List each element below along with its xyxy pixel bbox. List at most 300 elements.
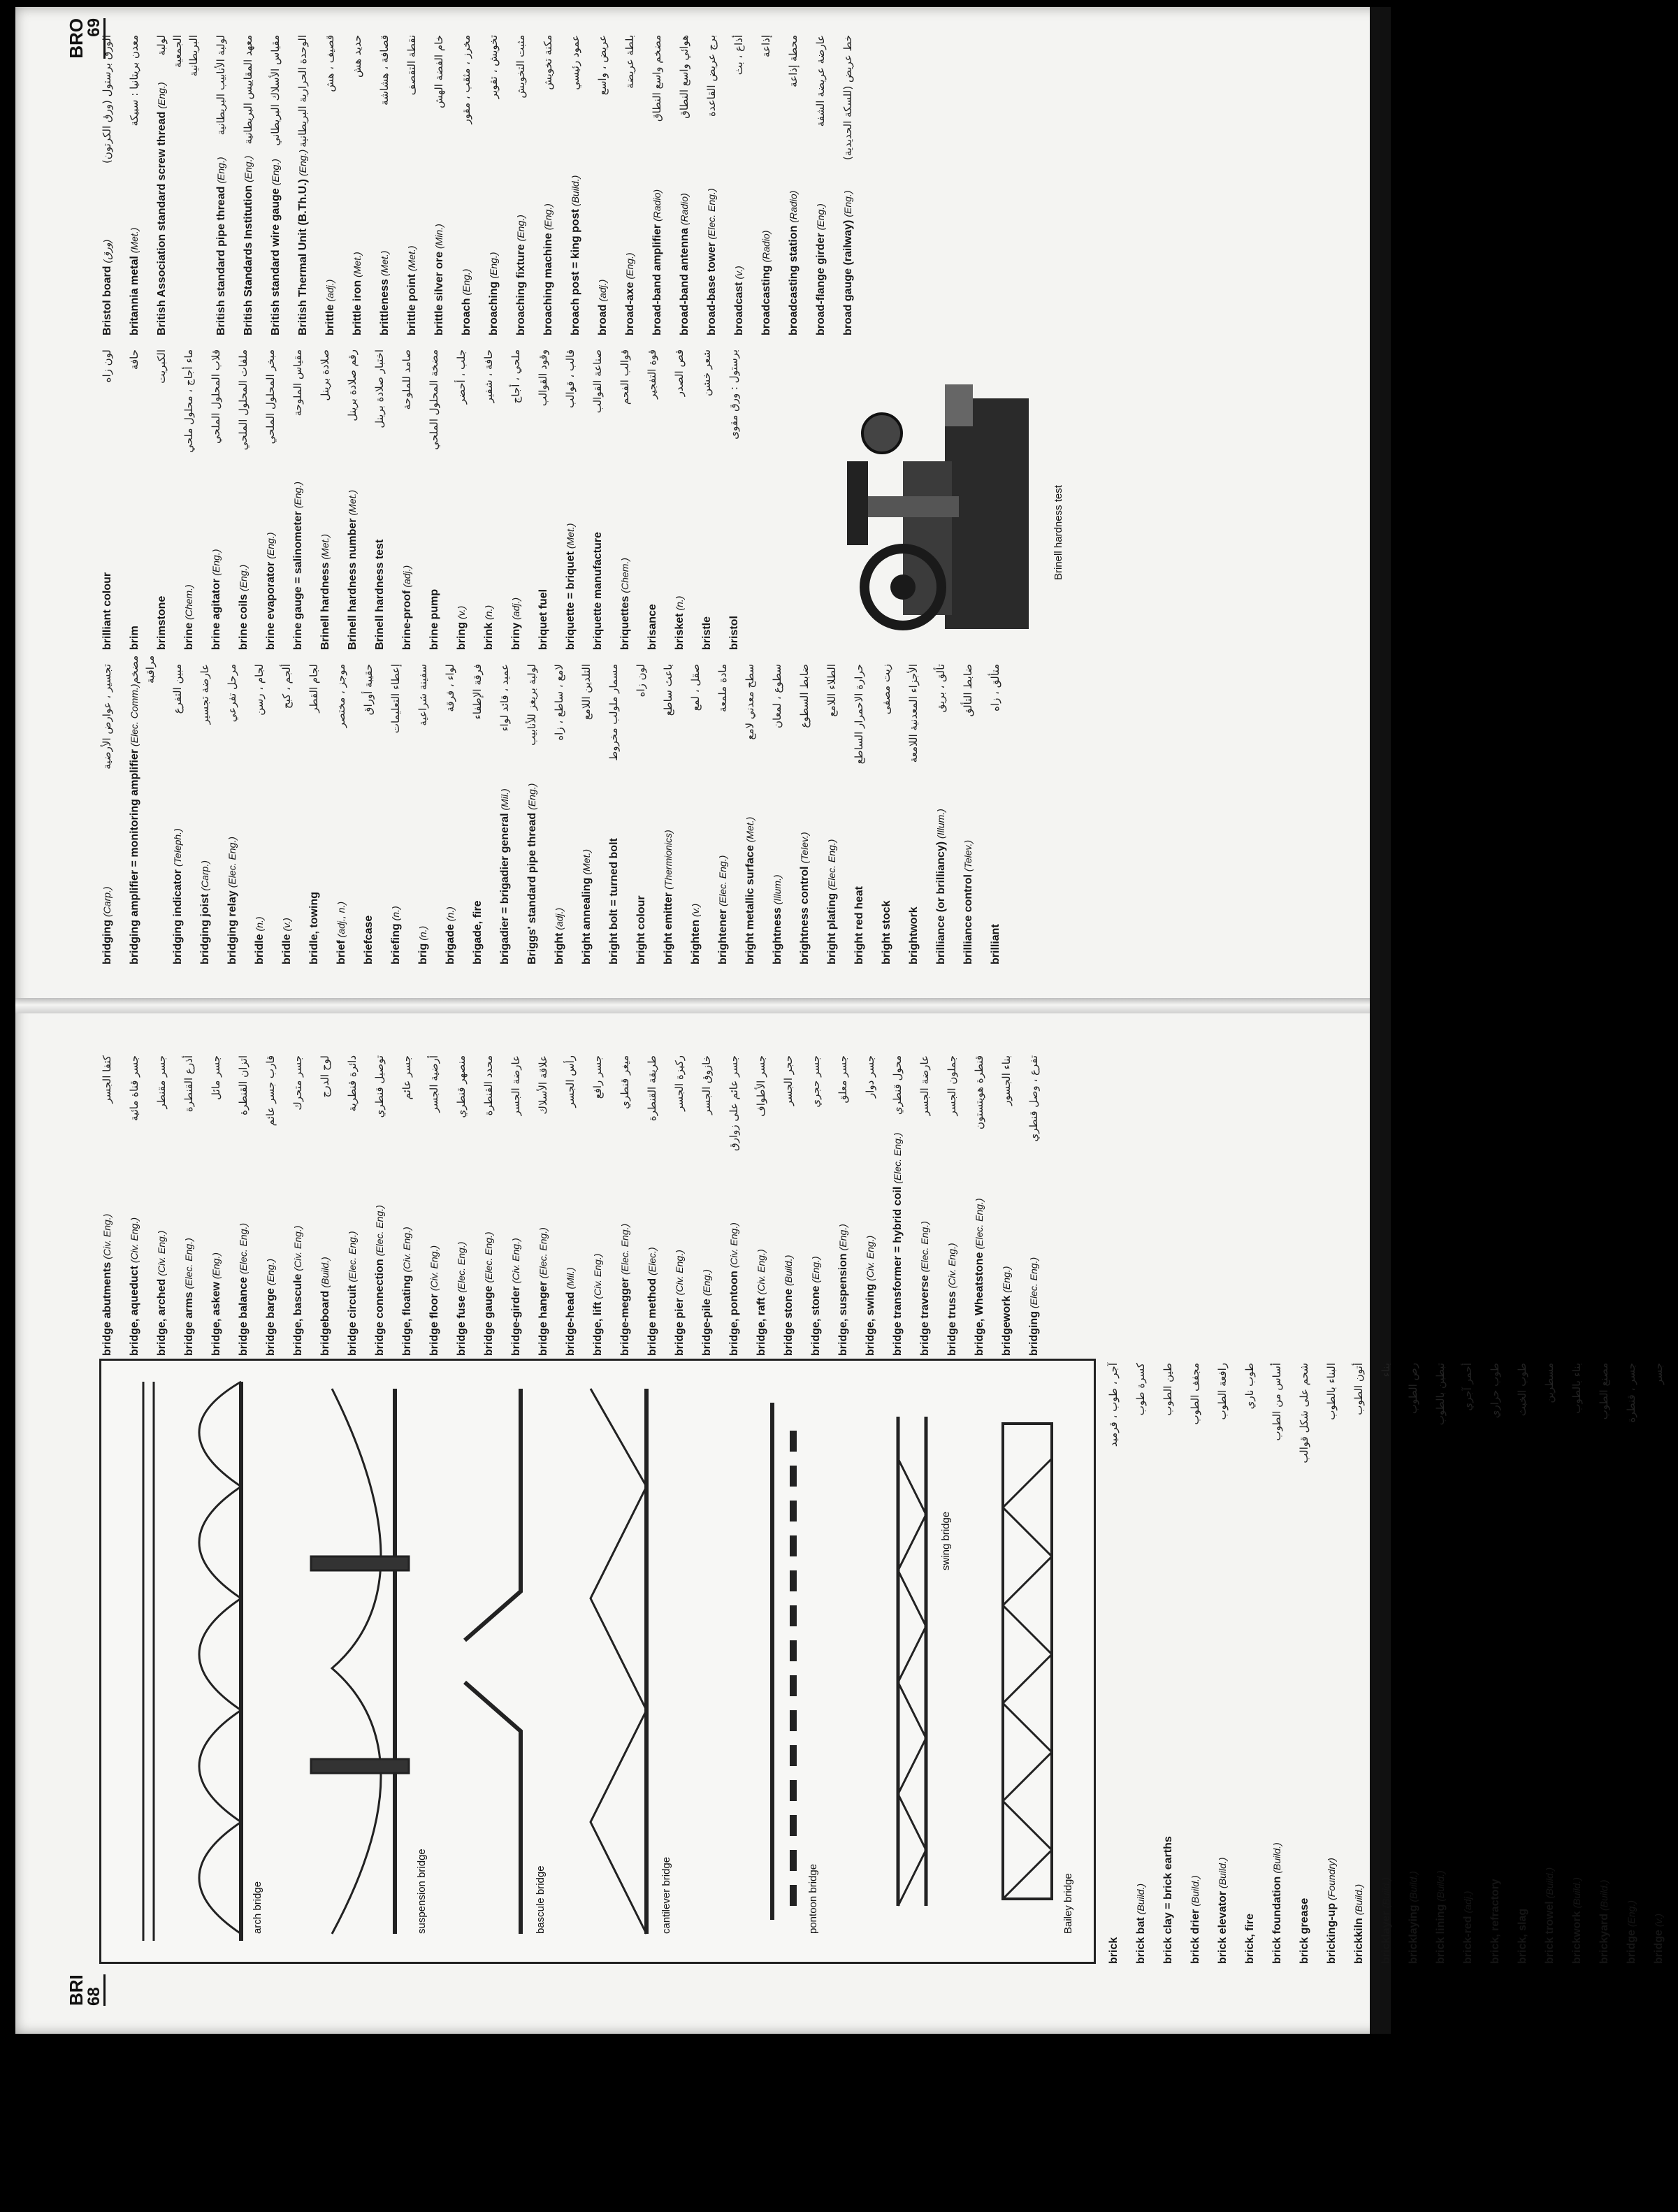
entry-term: [649, 189, 665, 335]
entry-headword: brine coils: [238, 593, 249, 650]
entry-field-label: (Met.): [379, 250, 390, 277]
entry-arabic-translation: قلاب المحلول الملحي: [210, 349, 222, 444]
dictionary-entry: [349, 35, 366, 335]
figure-label-cantilever: cantilever bridge: [660, 1856, 672, 1934]
entry-field-label: (Met.): [744, 816, 755, 843]
entry-headword: bristle: [701, 616, 713, 650]
entry-arabic-translation: أتون الطوب: [1352, 1363, 1365, 1415]
entry-headword: bridge, raft: [755, 1297, 767, 1356]
entry-headword: bridging amplifier = monitoring amplifier: [129, 749, 140, 964]
dictionary-entry: [813, 35, 829, 335]
entry-term: [415, 926, 431, 964]
entry-headword: brickwork: [1571, 1911, 1583, 1964]
entry-term: [306, 889, 322, 964]
dictionary-entry: [508, 349, 524, 650]
entry-term: [917, 1221, 933, 1356]
dictionary-entry: [944, 1055, 960, 1356]
dictionary-entry: [971, 1055, 988, 1356]
entry-term: [181, 1238, 197, 1356]
dictionary-entry: [263, 1055, 279, 1356]
dictionary-entry: [1542, 1363, 1558, 1964]
dictionary-entry: [486, 35, 502, 335]
entry-term: [540, 203, 556, 335]
entry-arabic-translation: ضابط السطوع: [798, 664, 811, 728]
entry-headword: broad-axe: [624, 282, 636, 335]
figure-label-arch: arch bridge: [252, 1881, 263, 1934]
entry-field-label: (Civ. Eng.): [129, 1217, 140, 1264]
entry-term: [1242, 1911, 1258, 1964]
column-right-inner: [99, 655, 1015, 964]
entry-headword: britannia metal: [129, 256, 140, 335]
dictionary-entry: [726, 349, 742, 650]
entry-term: [1569, 1877, 1585, 1964]
entry-term: [263, 533, 279, 650]
entry-field-label: (v.): [690, 903, 701, 917]
dictionary-entry: [361, 664, 377, 964]
entry-headword: Briggs' standard pipe thread: [526, 812, 538, 964]
dictionary-entry: [890, 1055, 906, 1356]
entry-field-label: (Build.): [1435, 1870, 1446, 1902]
entry-term: [236, 1223, 252, 1356]
entry-headword: brightness: [772, 907, 783, 964]
entry-term: [1514, 1906, 1531, 1964]
entry-field-label: (Eng.): [526, 783, 537, 810]
entry-headword: bridge balance: [238, 1277, 249, 1356]
entry-field-label: (Telev.): [962, 839, 974, 872]
entry-headword: broadcasting station: [788, 225, 800, 335]
entry-term: [481, 1231, 497, 1356]
entry-headword: brig: [417, 943, 429, 964]
entry-term: [808, 1256, 824, 1356]
entry-headword: bridge circuit: [347, 1285, 359, 1356]
entry-arabic-translation: أرضية الجسر: [428, 1055, 440, 1113]
entry-arabic-translation: جسر متحرك: [291, 1055, 304, 1111]
entry-arabic-translation: مجفف الطوب: [1189, 1363, 1201, 1425]
dictionary-entry: [567, 35, 584, 335]
entry-field-label: (Build.): [1353, 1884, 1364, 1916]
entry-arabic-translation: محول قنطري: [891, 1055, 904, 1115]
entry-term: [840, 191, 856, 336]
dictionary-entry: [470, 664, 486, 964]
entry-term: [213, 157, 229, 336]
dictionary-entry: [672, 1055, 688, 1356]
dictionary-entry: [758, 35, 774, 335]
entry-headword: brick clay = brick earths: [1162, 1836, 1174, 1964]
entry-term: [595, 280, 611, 335]
dictionary-entry: [960, 664, 976, 964]
entry-field-label: (Eng.): [461, 268, 472, 296]
dictionary-entry: [317, 1055, 333, 1356]
entry-arabic-translation: رأس الجسر: [564, 1055, 577, 1108]
entry-arabic-translation: رافعة الطوب: [1216, 1363, 1229, 1420]
entry-term: [563, 523, 579, 650]
dictionary-entry: [431, 35, 447, 335]
entry-arabic-translation: جسر عائم على زوارق: [728, 1055, 740, 1151]
entry-headword: bright: [554, 932, 565, 964]
entry-arabic-translation: قارب جسر عائم: [264, 1055, 277, 1127]
entry-term: [758, 231, 774, 335]
entry-headword: brilliance (or brilliancy): [935, 841, 947, 964]
entry-arabic-translation: مضخم مراقبة: [128, 655, 157, 684]
entry-arabic-translation: قوالب الفحم: [619, 349, 631, 405]
dictionary-entry: [154, 1055, 170, 1356]
entry-term: [99, 1214, 115, 1356]
entry-field-label: (Eng.): [1001, 1266, 1012, 1293]
entry-arabic-translation: تألق ، بريق: [934, 664, 947, 713]
entry-arabic-translation: صامد للملوحة: [400, 349, 413, 410]
entry-headword: brilliant: [990, 924, 1001, 964]
entry-term: [486, 252, 502, 335]
dictionary-entry: [399, 349, 415, 650]
entry-term: [470, 897, 486, 964]
entry-field-label: (Build.): [1544, 1867, 1555, 1899]
entry-term: [617, 1224, 633, 1356]
entry-arabic-translation: جسر مائل: [210, 1055, 222, 1100]
dictionary-entry: [224, 664, 240, 964]
entry-field-label: (n.): [674, 595, 685, 611]
dictionary-entry: [99, 35, 115, 335]
entry-field-label: (Elec. Comm.): [129, 684, 140, 746]
entry-field-label: (Elec. Eng.): [706, 188, 717, 240]
entry-field-label: (Radio): [788, 190, 799, 223]
entry-term: [862, 1236, 878, 1356]
entry-arabic-translation: لولبة الجمعية البريطانية: [155, 35, 200, 77]
entry-term: [426, 586, 442, 650]
entry-headword: bright stock: [881, 900, 892, 964]
entry-field-label: (Eng.): [515, 215, 526, 242]
entry-headword: bright red heat: [853, 885, 865, 964]
entry-field-label: (Illum.): [935, 809, 946, 839]
entry-headword: bridge arms: [183, 1292, 195, 1356]
entry-arabic-translation: جسر الأطواف: [755, 1055, 767, 1117]
entry-headword: brief: [335, 940, 347, 964]
entry-headword: Bristol board: [101, 266, 113, 335]
entry-arabic-translation: مقياس الأسلاك البريطاني: [269, 35, 282, 146]
entry-headword: bridge fuse: [456, 1295, 468, 1356]
dictionary-entry: [181, 349, 197, 650]
entry-headword: bridging: [101, 920, 113, 964]
entry-field-label: (Civ. Eng.): [946, 1243, 957, 1289]
entry-term: [208, 1252, 224, 1356]
entry-field-label: (Build.): [1571, 1877, 1582, 1909]
entry-term: [551, 908, 567, 964]
entry-term: [944, 1243, 960, 1356]
entry-field-label: (Met.): [129, 227, 140, 254]
entry-field-label: (Elec. Eng.): [374, 1205, 385, 1257]
entry-term: [317, 1257, 333, 1356]
entry-field-label: (Foundry): [1326, 1858, 1337, 1900]
dictionary-entry: [1296, 1363, 1312, 1964]
entry-arabic-translation: عارضة الجسر: [918, 1055, 931, 1116]
dictionary-entry: [699, 1055, 715, 1356]
entry-field-label: (Elec. Eng.): [717, 855, 728, 906]
entry-field-label: (adj.): [554, 907, 565, 930]
entry-arabic-translation: ميغر قنطري: [619, 1055, 631, 1109]
entry-arabic-translation: تخويش ، تقوير: [487, 35, 500, 99]
dictionary-entry: [497, 664, 513, 964]
entry-headword: brigade: [444, 924, 456, 964]
entry-term: [508, 598, 524, 650]
entry-headword: Brinell hardness: [319, 562, 331, 650]
entry-term: [513, 215, 529, 335]
entry-term: [590, 1254, 606, 1356]
entry-arabic-translation: لجام ، رسن: [253, 664, 266, 716]
dictionary-entry: [1405, 1363, 1422, 1964]
entry-headword: briquette = briquet: [565, 551, 577, 650]
entry-headword: bridge traverse: [919, 1275, 931, 1356]
entry-term: [1133, 1884, 1149, 1964]
entry-headword: bridge barge: [265, 1288, 277, 1356]
entry-headword: bridge, askew: [210, 1282, 222, 1356]
entry-arabic-translation: اتزان القنطرة: [237, 1055, 249, 1115]
entry-headword: brittle: [324, 304, 336, 335]
entry-headword: brine pump: [428, 588, 440, 650]
entry-arabic-translation: وقود القوالب: [537, 349, 549, 407]
entry-term: [535, 1227, 551, 1356]
entry-field-label: (Eng.): [488, 252, 499, 279]
entry-arabic-translation: قوة التفجير: [646, 349, 658, 399]
entry-field-label: (Build.): [1217, 1857, 1228, 1888]
dictionary-entry: [1569, 1363, 1585, 1964]
entry-arabic-translation: برستول : ورق مقوى: [728, 349, 740, 440]
dictionary-entry: [563, 1055, 579, 1356]
dictionary-entry: [154, 349, 170, 650]
entry-field-label: (n.): [483, 605, 494, 620]
dictionary-entry: [1378, 1363, 1394, 1964]
entry-arabic-translation: كسرة طوب: [1134, 1363, 1147, 1416]
entry-term: [508, 1238, 524, 1356]
entry-headword: broad-band amplifier: [651, 224, 663, 335]
entry-term: [197, 860, 213, 964]
entry-field-label: (Met.): [347, 489, 358, 516]
entry-arabic-translation: إعطاء التعليمات: [389, 664, 402, 734]
entry-arabic-translation: معدن بريتانيا : سبيكة: [128, 35, 140, 126]
dictionary-entry: [906, 664, 922, 964]
entry-arabic-translation: برج عريض القاعدة: [705, 35, 718, 117]
entry-term: [377, 251, 393, 335]
entry-term: [1487, 1876, 1503, 1964]
dictionary-entry: [851, 664, 867, 964]
entry-headword: brine agitator: [210, 578, 222, 650]
entry-arabic-translation: ماء أجاج ، محلول ملحي: [182, 349, 195, 453]
entry-arabic-translation: مقياس الملوحة: [291, 349, 304, 417]
entry-field-label: (ورق): [101, 239, 113, 263]
dictionary-entry: [1269, 1363, 1285, 1964]
header-guide-word: BRI: [66, 1974, 87, 2006]
entry-headword: bridging joist: [199, 893, 211, 964]
dictionary-entry: [399, 1055, 415, 1356]
dictionary-entry: [551, 664, 567, 964]
entry-field-label: (Build.): [319, 1257, 331, 1288]
entry-term: [726, 1222, 742, 1356]
entry-term: [240, 156, 256, 335]
entry-field-label: (Eng.): [542, 203, 554, 231]
entry-term: [851, 883, 867, 964]
entry-arabic-translation: بناء: [1380, 1363, 1392, 1378]
entry-headword: brightness control: [799, 866, 811, 964]
entry-field-label: (Elec. Eng.): [826, 839, 837, 890]
entry-term: [279, 918, 295, 964]
entry-headword: bridge hanger: [537, 1281, 549, 1356]
dictionary-entry: [508, 1055, 524, 1356]
entry-headword: briefing: [390, 923, 402, 964]
entry-field-label: (Eng.): [265, 1258, 276, 1286]
entry-term: [742, 817, 758, 964]
entry-headword: brickkiln: [1353, 1918, 1365, 1964]
entry-term: [1296, 1895, 1312, 1964]
dictionary-entry: [213, 35, 229, 335]
entry-arabic-translation: كتفا الجسر: [101, 1055, 113, 1104]
entry-arabic-translation: البناء بالطوب: [1325, 1363, 1338, 1420]
entry-arabic-translation: مبين التفرع: [171, 664, 184, 714]
entry-term: [781, 1255, 797, 1356]
dictionary-entry: [454, 1055, 470, 1356]
entry-term: [688, 904, 704, 964]
entry-term: [1651, 1914, 1667, 1964]
entry-headword: bridging: [1028, 1311, 1040, 1356]
dictionary-entry: [322, 35, 338, 335]
column-right-outer: [99, 35, 867, 335]
entry-term: [154, 1231, 170, 1356]
entry-field-label: (adj.): [597, 279, 608, 302]
entry-arabic-translation: لون زاه: [101, 349, 113, 383]
entry-term: [622, 252, 638, 335]
entry-term: [824, 839, 840, 964]
dictionary-entry: [481, 349, 497, 650]
entry-headword: bricklayer: [1380, 1911, 1392, 1964]
entry-headword: bridge truss: [946, 1291, 958, 1356]
entry-field-label: (Eng.): [210, 1252, 222, 1280]
entry-arabic-translation: زيت مصفى: [880, 664, 892, 715]
entry-headword: bridge-head: [565, 1292, 577, 1356]
entry-term: [170, 828, 186, 964]
entry-headword: brisance: [646, 604, 658, 650]
entry-term: [208, 549, 224, 650]
entry-arabic-translation: مضخة المحلول الملحي: [428, 349, 440, 450]
entry-headword: bridgeboard: [319, 1290, 331, 1356]
dictionary-entry: [1514, 1363, 1531, 1964]
entry-field-label: (Eng.): [156, 82, 167, 109]
entry-headword: broaching: [488, 281, 500, 335]
entry-term: [458, 269, 475, 335]
column-right-middle: [99, 349, 753, 650]
entry-arabic-translation: حافة: [128, 349, 140, 370]
brinell-machine-drawing: [840, 363, 1050, 657]
entry-arabic-translation: صلادة برينل: [319, 349, 331, 401]
entry-arabic-translation: تفرع ، وصل قنطري: [1027, 1055, 1040, 1142]
entry-arabic-translation: ضابط التألق: [962, 664, 974, 717]
entry-field-label: (Build.): [1380, 1877, 1391, 1909]
entry-field-label: (v.): [456, 605, 467, 619]
entry-arabic-translation: حقيبة أوراق: [362, 664, 375, 716]
dictionary-entry: [617, 349, 633, 650]
entry-arabic-translation: مسطرين: [1543, 1363, 1556, 1403]
dictionary-entry: [1623, 1363, 1640, 1964]
entry-term: [644, 601, 660, 650]
entry-term: [704, 189, 720, 336]
entry-arabic-translation: بناء الجسور: [1000, 1055, 1013, 1106]
entry-arabic-translation: رقم صلادة برينل: [346, 349, 359, 421]
entry-headword: bridge pier: [674, 1298, 686, 1356]
entry-headword: bright metallic surface: [744, 845, 756, 964]
entry-headword: bridge transformer = hybrid coil: [892, 1186, 904, 1356]
entry-term: [606, 835, 622, 964]
entry-headword: broaching machine: [542, 233, 554, 335]
entry-field-label: (Civ. Eng.): [592, 1253, 603, 1299]
dictionary-entry: [404, 35, 420, 335]
entry-arabic-translation: جسر رافع: [591, 1055, 604, 1099]
entry-headword: briny: [510, 622, 522, 650]
dictionary-entry: [126, 349, 143, 650]
entry-field-label: (Build.): [570, 175, 581, 207]
entry-field-label: (Eng.): [270, 159, 281, 186]
dictionary-entry: [1487, 1363, 1503, 1964]
entry-arabic-translation: مرحل تفرعي: [226, 664, 238, 723]
entry-arabic-translation: معهد المقاييس البريطانية: [242, 35, 254, 145]
entry-arabic-translation: طريقة القنطرة: [646, 1055, 658, 1122]
dictionary-entry: [715, 664, 731, 964]
entry-term: [1160, 1833, 1176, 1964]
entry-arabic-translation: ملحي ، أجاج: [509, 349, 522, 404]
entry-field-label: (Chem.): [619, 558, 630, 593]
entry-field-label: (n.): [390, 906, 401, 921]
entry-arabic-translation: محطة إذاعة: [787, 35, 800, 87]
entry-headword: bridge, floating: [401, 1275, 413, 1356]
entry-arabic-translation: آجر ، طوب ، قرميد: [1107, 1363, 1120, 1447]
entry-field-label: (Civ. Eng.): [755, 1249, 767, 1295]
entry-arabic-translation: دائرة قنطرية: [346, 1055, 359, 1112]
entry-headword: broad-base tower: [706, 242, 718, 335]
dictionary-entry: [268, 35, 284, 335]
dictionary-entry: [454, 349, 470, 650]
entry-term: [126, 1217, 143, 1356]
dictionary-entry: [126, 655, 159, 964]
entry-arabic-translation: نقطة التقصف: [405, 35, 418, 96]
entry-headword: brick elevator: [1217, 1891, 1229, 1964]
entry-headword: brickyard: [1598, 1913, 1610, 1964]
entry-field-label: (Eng.): [292, 482, 303, 509]
entry-term: [1542, 1867, 1558, 1964]
entry-field-label: (Civ. Eng.): [865, 1235, 876, 1281]
entry-arabic-translation: تبطين بالطوب: [1434, 1363, 1447, 1426]
entry-field-label: (Carp.): [101, 886, 113, 918]
entry-field-label: (Eng.): [810, 1256, 821, 1283]
dictionary-entry: [1215, 1363, 1231, 1964]
entry-term: [1405, 1871, 1422, 1964]
entry-term: [322, 280, 338, 335]
dictionary-entry: [1324, 1363, 1340, 1964]
entry-term: [431, 224, 447, 335]
entry-headword: brighten: [690, 920, 702, 964]
dictionary-entry: [917, 1055, 933, 1356]
dictionary-entry: [999, 1055, 1015, 1356]
entry-field-label: (adj.): [1462, 1891, 1473, 1914]
entry-term: [399, 1227, 415, 1356]
entry-term: [295, 150, 311, 335]
entry-arabic-translation: لوح الدرج: [319, 1055, 331, 1098]
dictionary-entry: [481, 1055, 497, 1356]
entry-arabic-translation: حجر الجسر: [782, 1055, 795, 1106]
entry-arabic-translation: قصيف ، هش: [324, 35, 336, 92]
entry-headword: British Standards Institution: [243, 185, 254, 335]
entry-term: [617, 558, 633, 650]
entry-headword: bridge, aqueduct: [129, 1266, 140, 1356]
entry-arabic-translation: لولبة الأنابيب البريطانية: [215, 35, 227, 136]
entry-term: [372, 537, 388, 650]
entry-headword: British Thermal Unit (B.Th.U.): [297, 179, 309, 335]
entry-field-label: (Eng.): [815, 203, 826, 231]
entry-headword: brittle point: [406, 274, 418, 335]
